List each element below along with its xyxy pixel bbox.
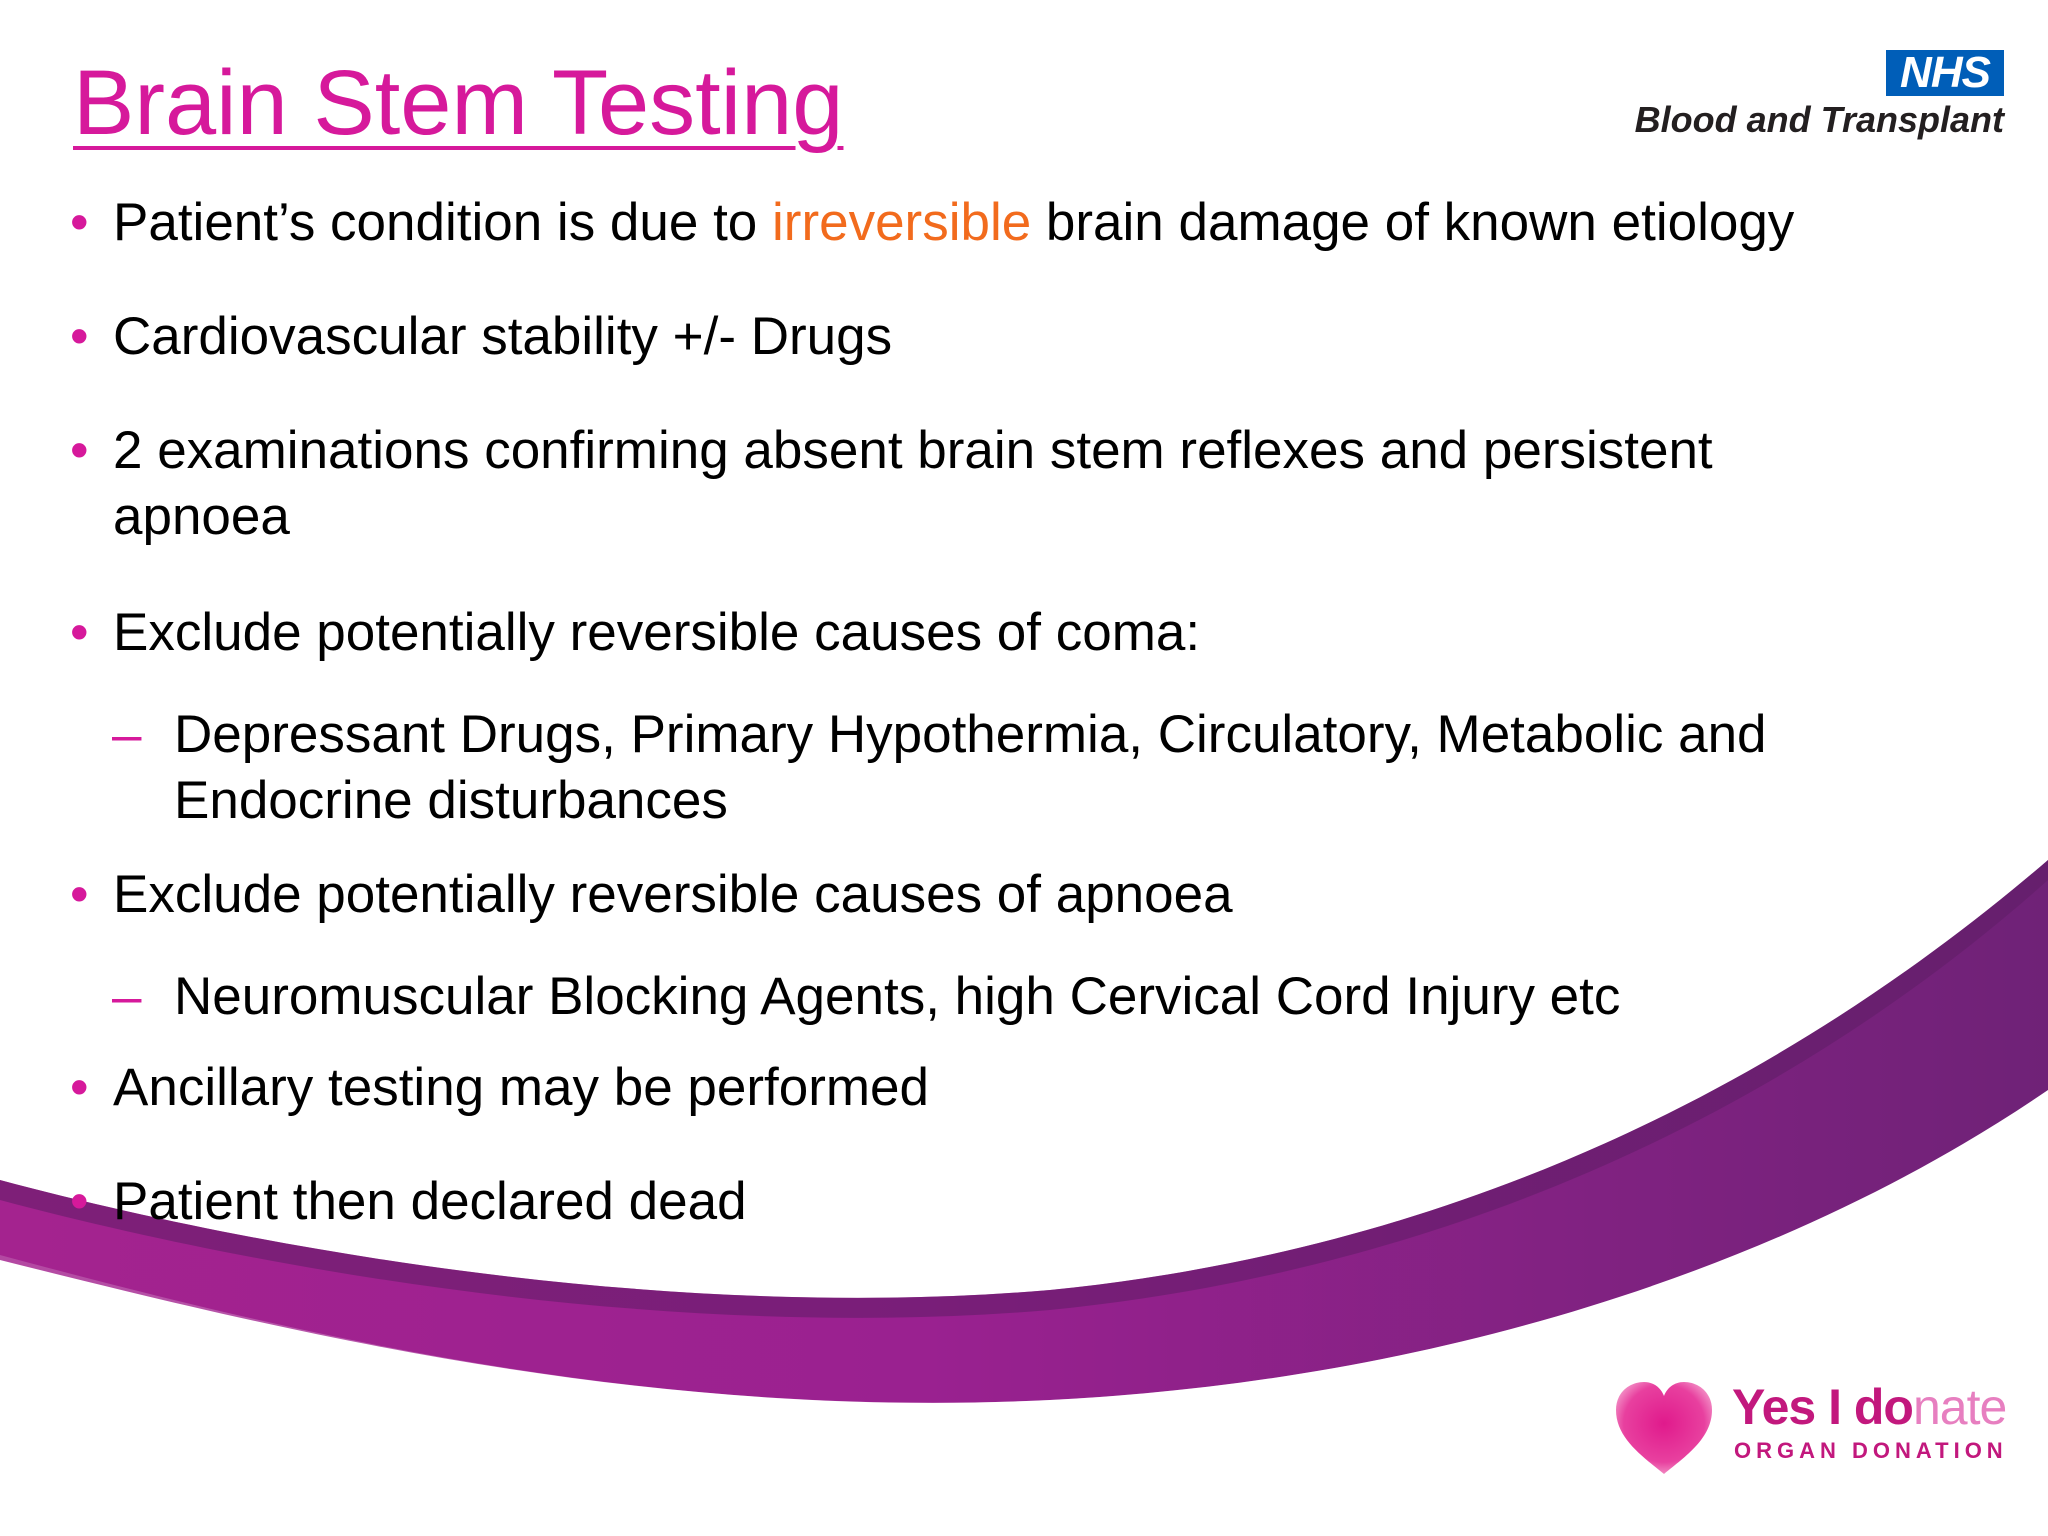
- bullet-text: Exclude potentially reversible causes of apnoea: [113, 865, 1233, 924]
- bullet-marker: •: [70, 603, 89, 662]
- heart-icon: [1612, 1378, 1716, 1478]
- bullet-marker: •: [70, 193, 89, 252]
- bullet-marker: •: [70, 307, 89, 366]
- organ-donation-tagline: ORGAN DONATION: [1734, 1438, 2008, 1463]
- bullet-text: 2 examinations confirming absent brain stem reflexes and persistent apnoea: [113, 421, 1713, 546]
- bullet-text-part: Patient’s condition is due to: [113, 193, 773, 252]
- bullet-marker: •: [70, 421, 89, 480]
- bullet-item: [70, 862, 1970, 928]
- sub-bullet-text: Neuromuscular Blocking Agents, high Cervical Cord Injury etc: [174, 967, 1621, 1026]
- slide-title: Brain Stem Testing: [73, 52, 844, 154]
- bullet-item: [70, 1055, 1970, 1121]
- bullet-text: Patient then declared dead: [113, 1172, 747, 1231]
- bullet-text: Exclude potentially reversible causes of coma:: [113, 603, 1201, 662]
- bullet-text: Cardiovascular stability +/- Drugs: [113, 307, 893, 366]
- wordmark-bold: Yes I do: [1732, 1379, 1913, 1435]
- bullet-marker: •: [70, 865, 89, 924]
- sub-bullet-text: Depressant Drugs, Primary Hypothermia, Circulatory, Metabolic and Endocrine disturbances: [174, 705, 1767, 830]
- nhs-badge: NHS: [1886, 50, 2004, 96]
- bullet-item: [70, 1169, 1970, 1235]
- yes-i-donate-logo: [1612, 1378, 2012, 1478]
- sub-bullet-item: [112, 702, 1922, 834]
- wordmark-light: nate: [1912, 1379, 2007, 1435]
- bullet-text: Ancillary testing may be performed: [113, 1058, 929, 1117]
- bullet-item: [70, 418, 1870, 550]
- highlighted-word: irreversible: [772, 193, 1032, 252]
- sub-bullet-marker: –: [112, 967, 142, 1026]
- bullet-text: [113, 190, 1970, 256]
- bullet-marker: •: [70, 1058, 89, 1117]
- bullet-item: [70, 190, 1970, 256]
- bullet-text-part: brain damage of known etiology: [1031, 193, 1795, 252]
- bullet-marker: •: [70, 1172, 89, 1231]
- nhs-logo-subtitle: Blood and Transplant: [1634, 99, 2004, 140]
- bullet-item: [70, 304, 1970, 370]
- sub-bullet-item: [112, 964, 1962, 1030]
- bullet-item: [70, 600, 1970, 666]
- sub-bullet-marker: –: [112, 705, 142, 764]
- yes-i-donate-wordmark: [1732, 1378, 2006, 1436]
